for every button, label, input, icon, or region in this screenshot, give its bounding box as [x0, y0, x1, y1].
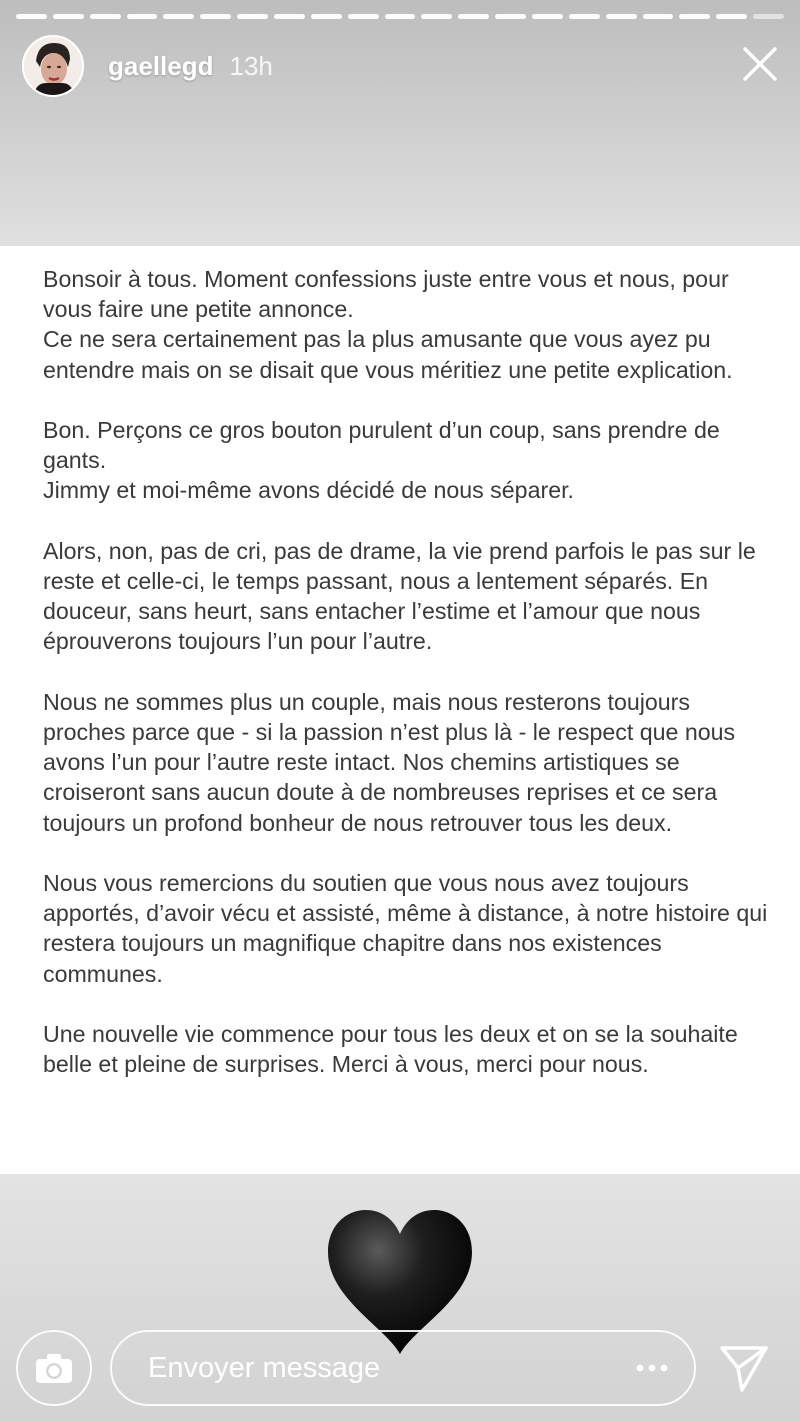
story-progress-bar: [16, 14, 784, 19]
progress-segment: [237, 14, 268, 19]
progress-segment: [90, 14, 121, 19]
progress-segment: [385, 14, 416, 19]
progress-segment: [421, 14, 452, 19]
progress-segment: [679, 14, 710, 19]
paragraph-4: Nous ne sommes plus un couple, mais nous resterons toujours proches parce que - si la passion n’est plus là - le respect que nous avons l’un pour l’autre reste intact. Nos chemins artistiques se croiseront sans aucun doute à de nombreuses reprises et ce sera toujours un profond bonheur de nous retrouver tous les deux.: [43, 688, 736, 836]
camera-button[interactable]: [16, 1330, 92, 1406]
progress-segment: [274, 14, 305, 19]
progress-segment: [200, 14, 231, 19]
story-text-panel: [0, 246, 800, 1174]
avatar[interactable]: [22, 35, 84, 97]
paragraph-6: Une nouvelle vie commence pour tous les deux et on se la souhaite belle et pleine de surprises. Merci à vous, merci pour nous.: [43, 1021, 738, 1078]
story-text: [43, 264, 775, 1079]
progress-segment: [643, 14, 674, 19]
progress-segment: [716, 14, 747, 19]
paragraph-5: Nous vous remercions du soutien que vous nous avez toujours apportés, d’avoir vécu et assisté, même à distance, à notre histoire qui restera toujours un magnifique chapitre dans nos existences communes.: [43, 870, 768, 987]
progress-segment: [311, 14, 342, 19]
send-icon[interactable]: [716, 1340, 772, 1396]
message-input[interactable]: [146, 1331, 622, 1405]
progress-segment: [458, 14, 489, 19]
message-box[interactable]: [110, 1330, 696, 1406]
more-dots-icon[interactable]: [622, 1332, 682, 1404]
story-header: [22, 36, 273, 96]
progress-segment: [569, 14, 600, 19]
post-time: 13h: [229, 50, 273, 81]
progress-segment: [532, 14, 563, 19]
paragraph-1: Bonsoir à tous. Moment confessions juste entre vous et nous, pour vous faire une petite annonce. Ce ne sera certainement pas la plus amusante que vous ayez pu entendre mais on se disait que vous méritiez une petite explication.: [43, 266, 733, 383]
paragraph-3: Alors, non, pas de cri, pas de drame, la vie prend parfois le pas sur le reste et celle-ci, le temps passant, nous a lentement séparés. En douceur, sans heurt, sans entacher l’estime et l’amour que nous éprouverons toujours l’un pour l’autre.: [43, 537, 756, 655]
username[interactable]: gaellegd: [108, 50, 214, 81]
paragraph-2: Bon. Perçons ce gros bouton purulent d’un coup, sans prendre de gants. Jimmy et moi-même avons décidé de nous séparer.: [43, 417, 720, 504]
progress-segment: [127, 14, 158, 19]
progress-segment: [753, 14, 784, 19]
progress-segment: [163, 14, 194, 19]
progress-segment: [495, 14, 526, 19]
progress-segment: [16, 14, 47, 19]
progress-segment: [53, 14, 84, 19]
camera-icon: [35, 1352, 73, 1384]
progress-segment: [348, 14, 379, 19]
close-icon[interactable]: [742, 46, 778, 82]
progress-segment: [606, 14, 637, 19]
